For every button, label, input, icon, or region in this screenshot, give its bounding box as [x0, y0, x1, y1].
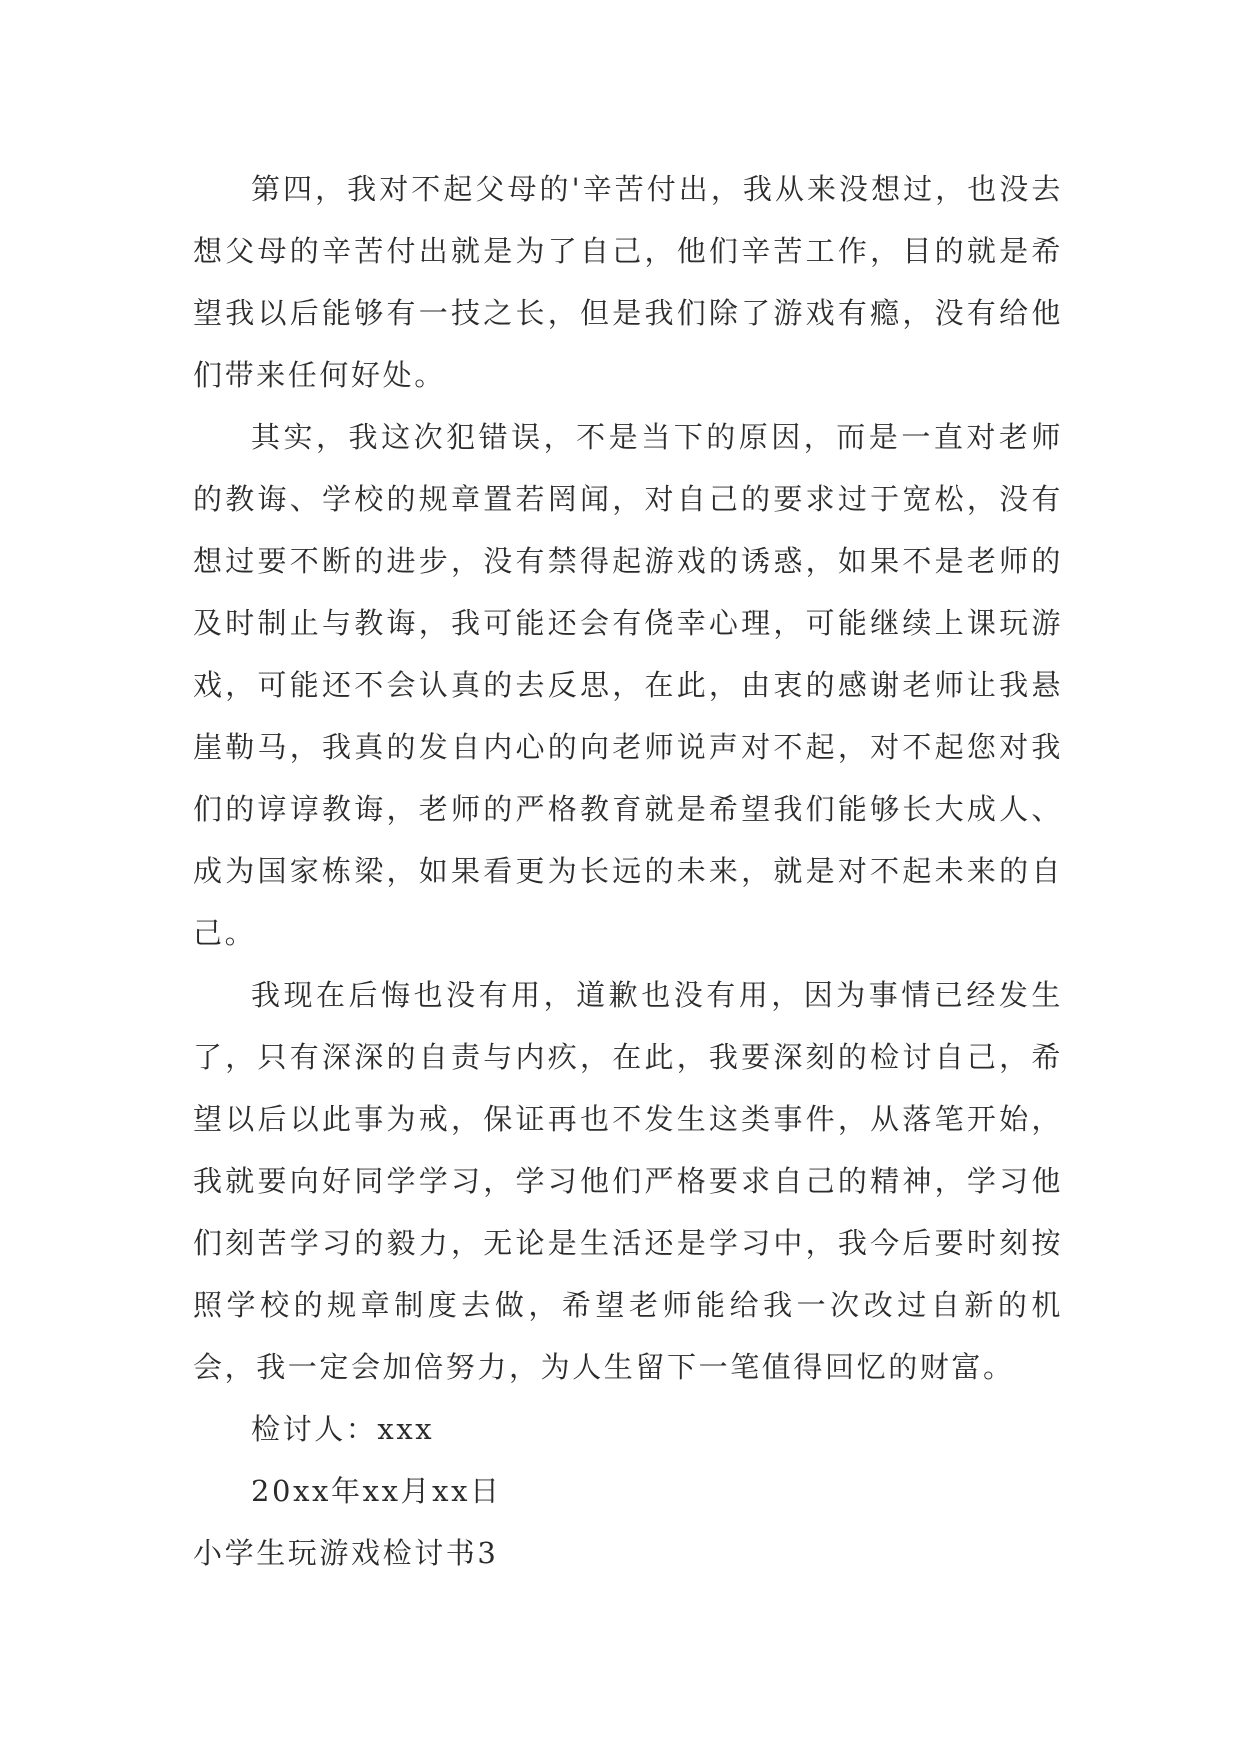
paragraph-fourth-point: 第四，我对不起父母的'辛苦付出，我从来没想过，也没去想父母的辛苦付出就是为了自己，他们辛苦工作，目的就是希望我以后能够有一技之长，但是我们除了游戏有瘾，没有给他们带来任何好处。 — [193, 172, 1063, 392]
signature-author: 检讨人：xxx — [251, 1412, 435, 1446]
paragraph-reflection: 其实，我这次犯错误，不是当下的原因，而是一直对老师的教诲、学校的规章置若罔闻，对自己的要求过于宽松，没有想过要不断的进步，没有禁得起游戏的诱惑，如果不是老师的及时制止与教诲，我可能还会有侥幸心理，可能继续上课玩游戏，可能还不会认真的去反思，在此，由衷的感谢老师让我悬崖勒马，我真的发自内心的向老师说声对不起，对不起您对我们的谆谆教诲，老师的严格教育就是希望我们能够长大成人、成为国家栋梁，如果看更为长远的未来，就是对不起未来的自己。 — [193, 420, 1063, 950]
signature-date: 20xx年xx月xx日 — [251, 1474, 502, 1508]
document-body — [193, 158, 1063, 1584]
paragraph-regret-and-pledge: 我现在后悔也没有用，道歉也没有用，因为事情已经发生了，只有深深的自责与内疚，在此，我要深刻的检讨自己，希望以后以此事为戒，保证再也不发生这类事件，从落笔开始，我就要向好同学学习，学习他们严格要求自己的精神，学习他们刻苦学习的毅力，无论是生活还是学习中，我今后要时刻按照学校的规章制度去做，希望老师能给我一次改过自新的机会，我一定会加倍努力，为人生留下一笔值得回忆的财富。 — [193, 978, 1063, 1384]
next-section-heading: 小学生玩游戏检讨书3 — [193, 1536, 499, 1570]
